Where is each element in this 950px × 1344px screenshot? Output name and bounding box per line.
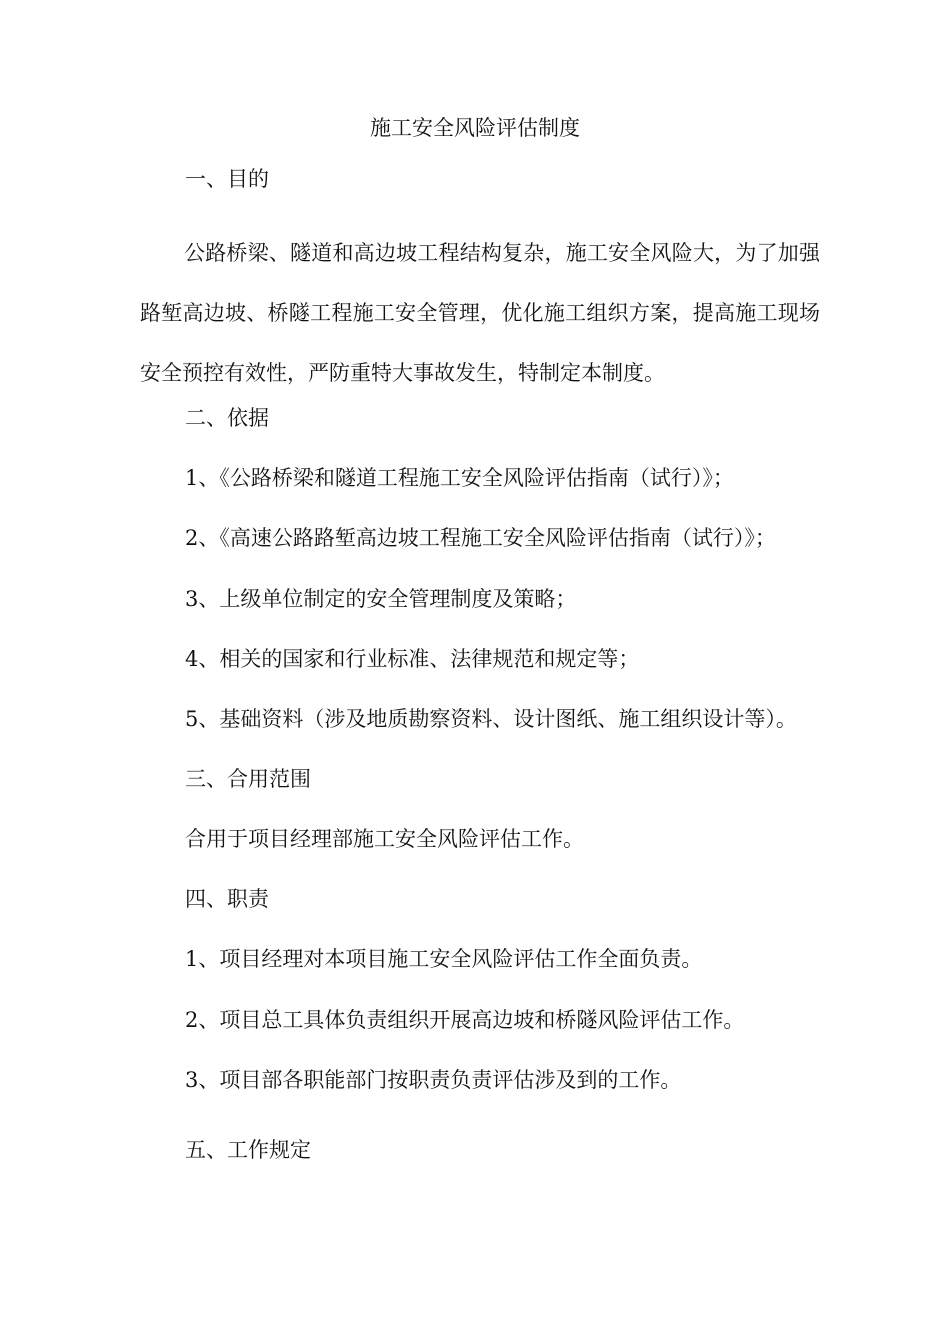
duties-item-3: 3、项目部各职能部门按职责负责评估涉及到的工作。: [185, 1068, 682, 1092]
basis-item-1: 1、《公路桥梁和隧道工程施工安全风险评估指南（试行）》；: [185, 466, 734, 490]
section-heading-basis: 二、依据: [185, 406, 269, 430]
basis-item-2: 2、《高速公路路堑高边坡工程施工安全风险评估指南（试行）》；: [185, 526, 776, 550]
section-heading-purpose: 一、目的: [185, 167, 269, 191]
section-heading-scope: 三、合用范围: [185, 767, 311, 791]
basis-item-3: 3、上级单位制定的安全管理制度及策略；: [185, 587, 577, 611]
basis-item-5: 5、基础资料（涉及地质勘察资料、设计图纸、施工组织设计等）。: [185, 707, 797, 731]
duties-item-1: 1、项目经理对本项目施工安全风险评估工作全面负责。: [185, 947, 703, 971]
duties-item-2: 2、项目总工具体负责组织开展高边坡和桥隧风险评估工作。: [185, 1008, 745, 1032]
basis-item-4: 4、相关的国家和行业标准、法律规范和规定等；: [185, 647, 640, 671]
section-heading-rules: 五、工作规定: [185, 1138, 311, 1162]
section-heading-duties: 四、职责: [185, 887, 269, 911]
scope-text: 合用于项目经理部施工安全风险评估工作。: [185, 827, 584, 851]
purpose-paragraph: 公路桥梁、隧道和高边坡工程结构复杂，施工安全风险大，为了加强路堑高边坡、桥隧工程施工安全管理，优化施工组织方案，提高施工现场安全预控有效性，严防重特大事故发生，特制定本制度。: [140, 241, 820, 385]
document-title: 施工安全风险评估制度: [370, 116, 580, 140]
